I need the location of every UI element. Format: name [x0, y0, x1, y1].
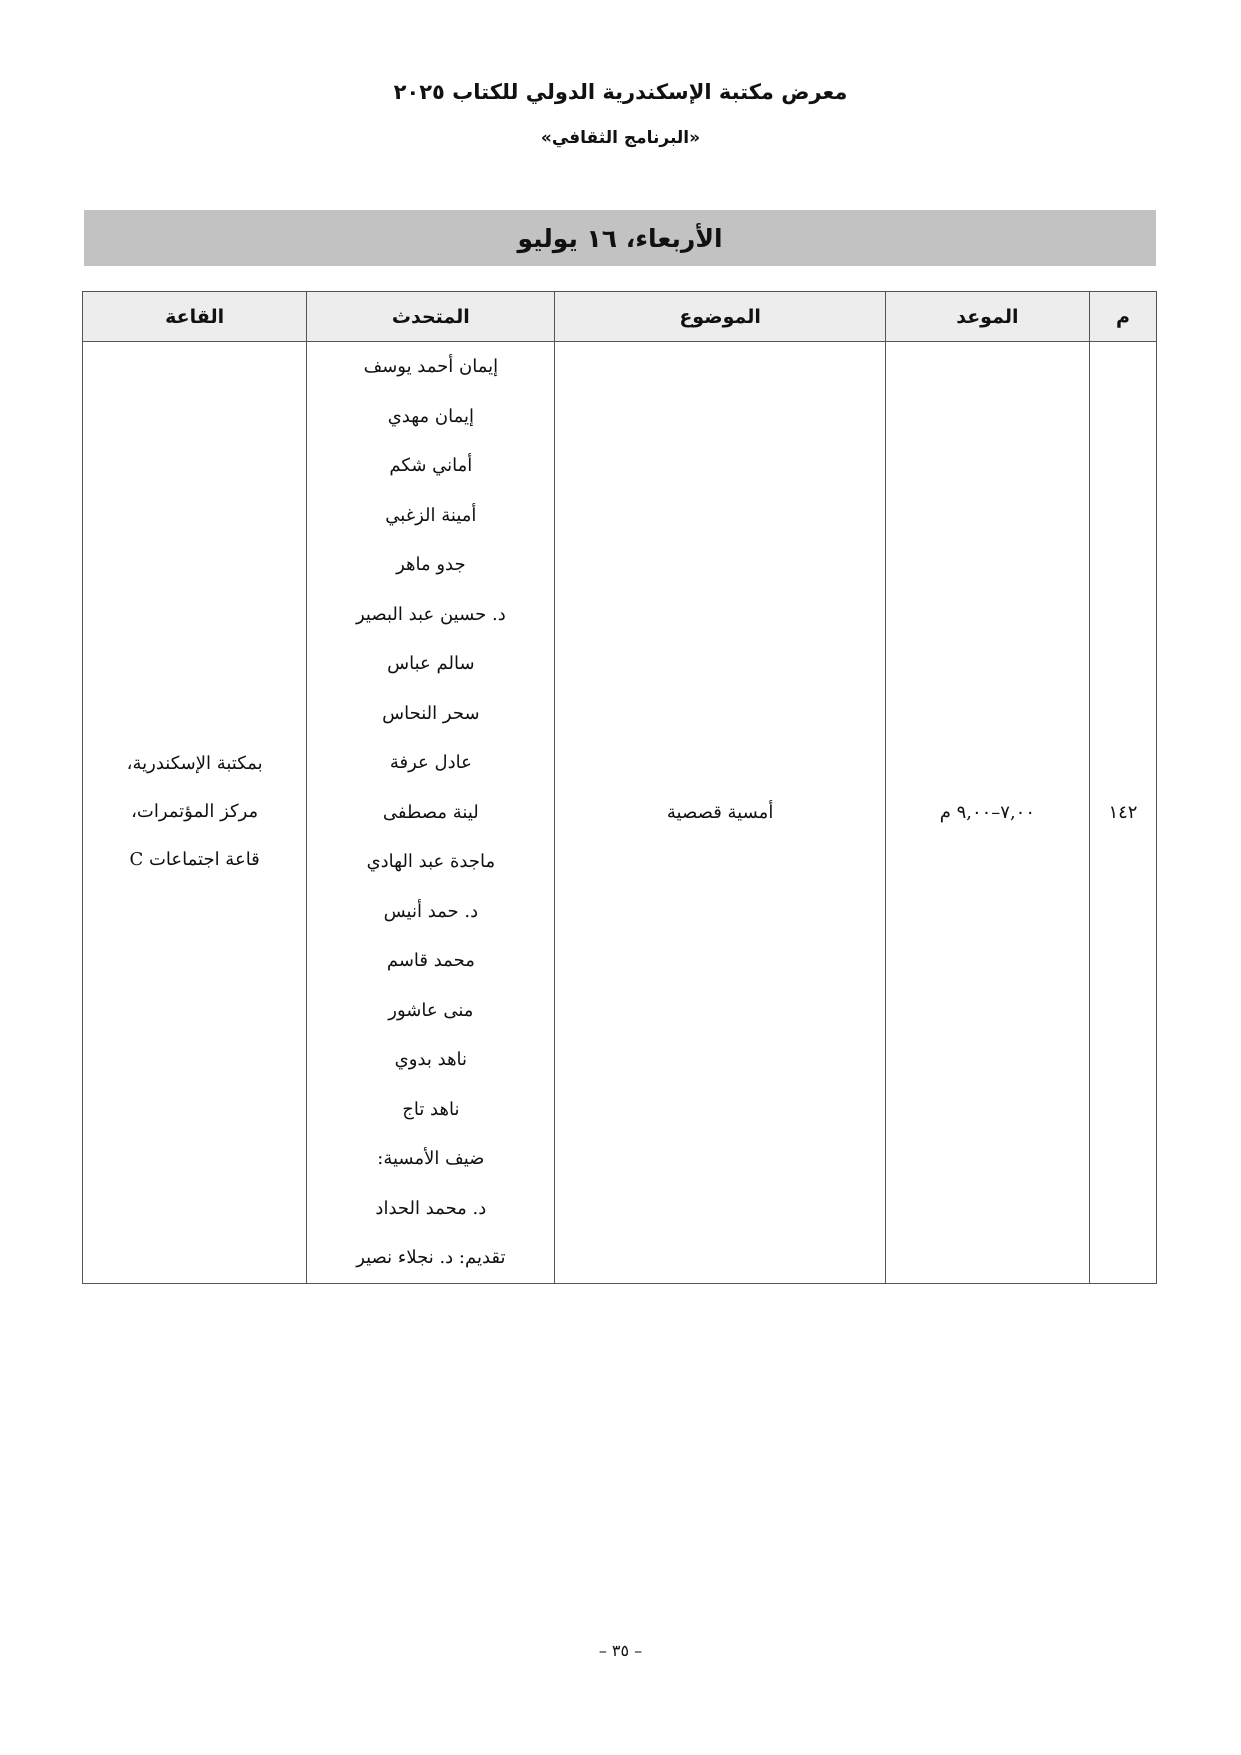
column-header-number: م — [1089, 292, 1156, 342]
speakers-list — [307, 342, 554, 1283]
cell-topic: أمسية قصصية — [555, 342, 885, 1284]
speaker-item: إيمان أحمد يوسف — [363, 356, 499, 377]
cell-time: ٧,٠٠–٩,٠٠ م — [885, 342, 1089, 1284]
speaker-item: محمد قاسم — [386, 950, 475, 971]
speaker-item: د. حمد أنيس — [383, 900, 479, 922]
document-title: معرض مكتبة الإسكندرية الدولي للكتاب ٢٠٢٥ — [393, 80, 848, 104]
speaker-item: أماني شكم — [389, 455, 473, 476]
speaker-item: ناهد بدوي — [394, 1049, 468, 1070]
hall-line: مركز المؤتمرات، — [131, 801, 259, 823]
speaker-item: ضيف الأمسية: — [377, 1148, 485, 1169]
document-subtitle: «البرنامج الثقافي» — [540, 128, 701, 148]
column-header-time: الموعد — [885, 292, 1089, 342]
speaker-item: جدو ماهر — [396, 554, 466, 575]
speaker-item: ماجدة عبد الهادي — [366, 851, 496, 872]
cell-number: ١٤٢ — [1089, 342, 1156, 1284]
cell-hall — [83, 342, 307, 1284]
speaker-item: إيمان مهدي — [387, 405, 475, 427]
table-row — [83, 342, 1157, 1284]
hall-line: بمكتبة الإسكندرية، — [126, 753, 263, 775]
hall-line: قاعة اجتماعات C — [129, 849, 260, 871]
speaker-item: ناهد تاج — [402, 1098, 460, 1120]
speaker-item: تقديم: د. نجلاء نصير — [356, 1247, 506, 1268]
speaker-item: منى عاشور — [388, 999, 474, 1021]
table-header-row — [83, 292, 1157, 342]
day-banner: الأربعاء، ١٦ يوليو — [84, 210, 1156, 266]
speaker-item: لينة مصطفى — [382, 801, 479, 823]
column-header-topic: الموضوع — [555, 292, 885, 342]
schedule-table — [82, 291, 1157, 1284]
column-header-speakers: المتحدث — [307, 292, 555, 342]
speaker-item: سالم عباس — [387, 653, 475, 674]
cell-speakers — [307, 342, 555, 1284]
column-header-hall: القاعة — [83, 292, 307, 342]
speaker-item: سحر النحاس — [382, 702, 480, 724]
speaker-item: أمينة الزغبي — [385, 504, 477, 526]
speaker-item: د. حسين عبد البصير — [355, 603, 506, 625]
page-number: – ٣٥ – — [598, 1641, 643, 1660]
speaker-item: عادل عرفة — [389, 752, 472, 773]
speaker-item: د. محمد الحداد — [375, 1197, 487, 1219]
